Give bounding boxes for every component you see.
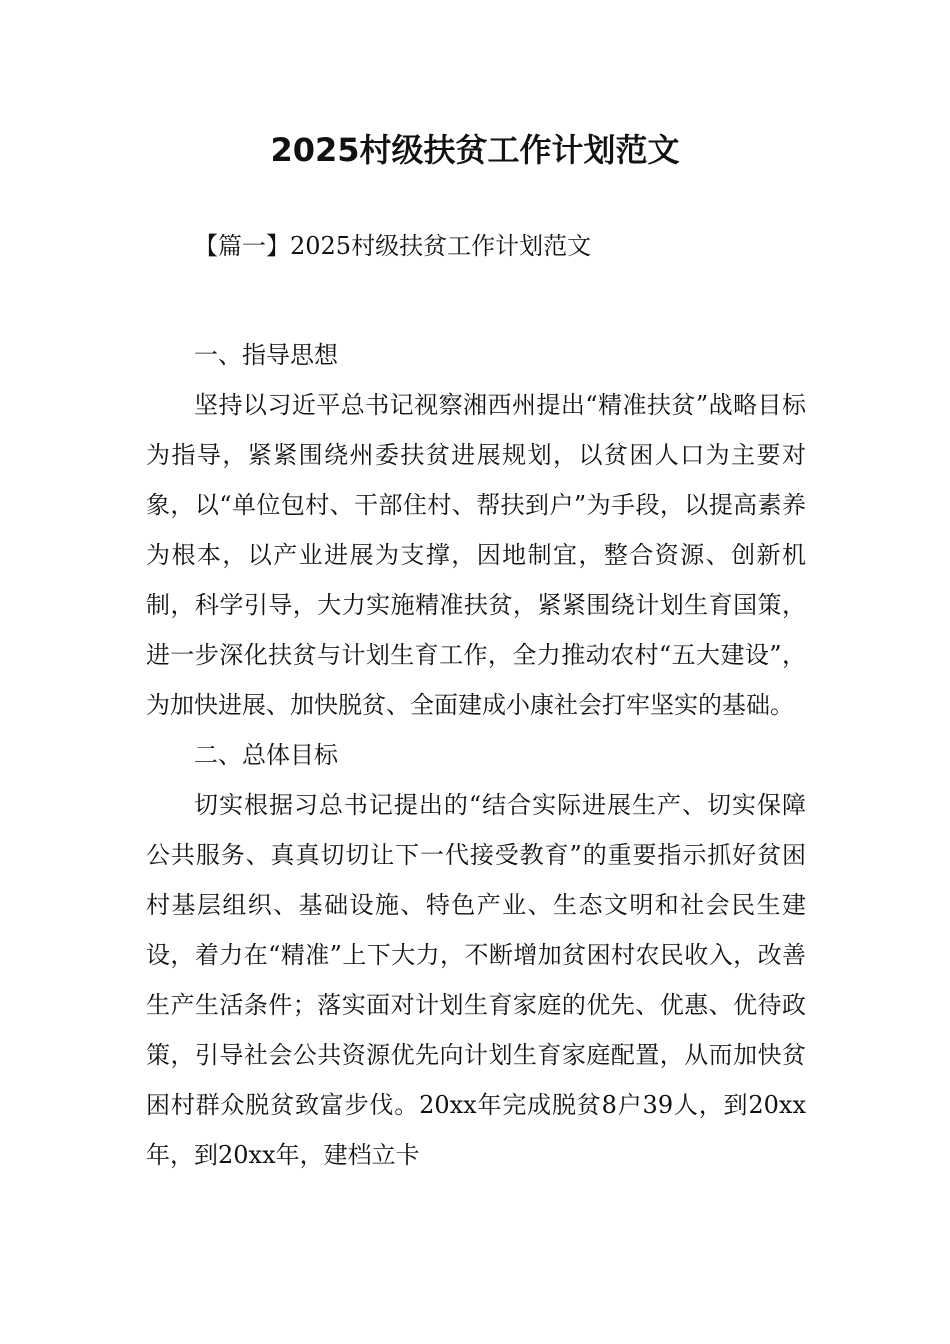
section-paragraph-overall-goals: 切实根据习总书记提出的“结合实际进展生产、切实保障公共服务、真真切切让下一代接受教育”的重要指示抓好贫困村基层组织、基础设施、特色产业、生态文明和社会民生建设，着力在“精准”上下大力，不断增加贫困村农民收入，改善生产生活条件；落实面对计划生育家庭的优先、优惠、优待政策，引导社会公共资源优先向计划生育家庭配置，从而加快贫困村群众脱贫致富步伐。20xx年完成脱贫8户39人，到20xx年，到20xx年，建档立卡 <box>146 791 806 1169</box>
chapter-heading: 【篇一】2025村级扶贫工作计划范文 <box>194 232 592 260</box>
section-paragraph-guiding-ideology: 坚持以习近平总书记视察湘西州提出“精准扶贫”战略目标为指导，紧紧围绕州委扶贫进展规划，以贫困人口为主要对象，以“单位包村、干部住村、帮扶到户”为手段，以提高素养为根本，以产业进展为支撑，因地制宜，整合资源、创新机制，科学引导，大力实施精准扶贫，紧紧围绕计划生育国策，进一步深化扶贫与计划生育工作，全力推动农村“五大建设”，为加快进展、加快脱贫、全面建成小康社会打牢坚实的基础。 <box>146 391 806 719</box>
document-body <box>146 330 806 1180</box>
section-heading-overall-goals: 二、总体目标 <box>194 741 338 769</box>
document-title: 2025村级扶贫工作计划范文 <box>270 131 680 169</box>
section-heading-guiding-ideology: 一、指导思想 <box>194 341 338 369</box>
